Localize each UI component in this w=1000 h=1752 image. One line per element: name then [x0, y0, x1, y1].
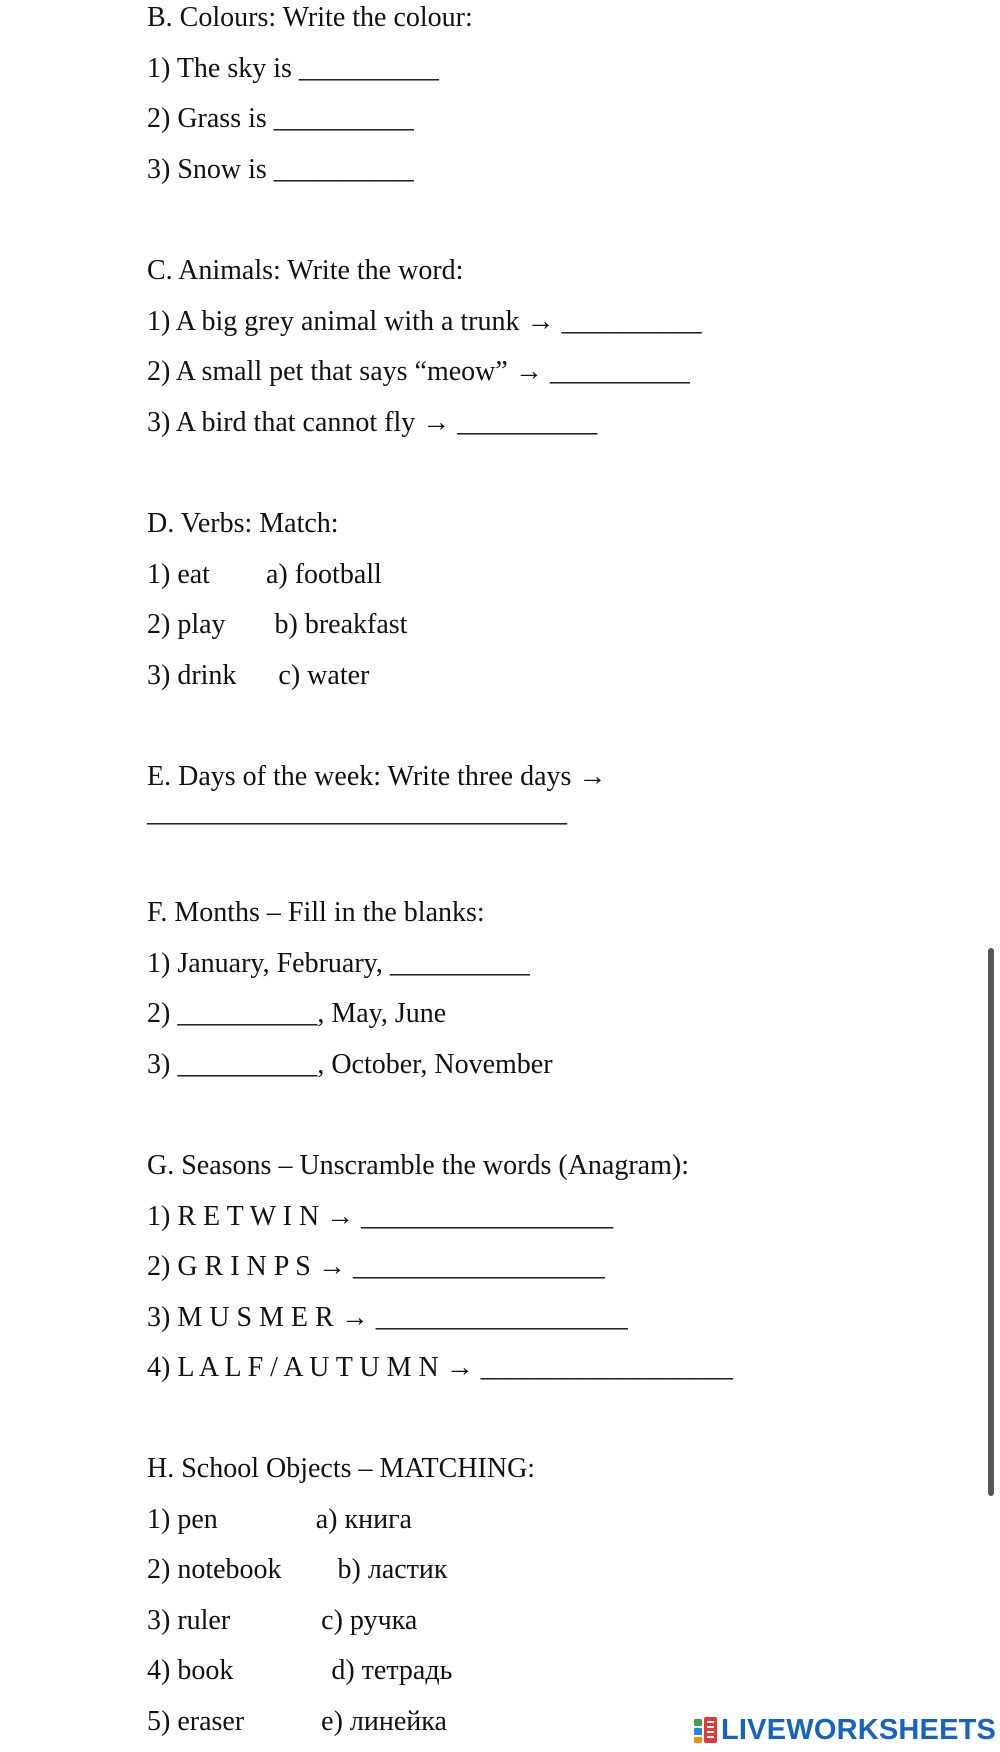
section-c-item-3: 3) A bird that cannot fly → __________ [147, 407, 598, 438]
section-h-item-2: 2) notebook b) ластик [147, 1554, 448, 1585]
section-g-item-2: 2) G R I N P S → __________________ [147, 1251, 605, 1282]
section-h-item-3: 3) ruler c) ручка [147, 1605, 418, 1636]
section-b-item-1: 1) The sky is __________ [147, 53, 439, 84]
section-f-item-3: 3) __________, October, November [147, 1049, 553, 1080]
section-d-item-1: 1) eat a) football [147, 559, 382, 590]
section-e-answer-line: ______________________________ [147, 797, 567, 828]
liveworksheets-watermark [693, 1713, 996, 1747]
section-c-heading: C. Animals: Write the word: [147, 255, 464, 286]
section-h-item-4: 4) book d) тетрадь [147, 1655, 453, 1686]
liveworksheets-logo-icon [693, 1716, 719, 1744]
section-c-item-1: 1) A big grey animal with a trunk → __________ [147, 306, 702, 337]
section-b-item-2: 2) Grass is __________ [147, 103, 414, 134]
watermark-text: LIVEWORKSHEETS [721, 1713, 997, 1746]
section-h-item-1: 1) pen a) книга [147, 1504, 412, 1535]
section-d-item-3: 3) drink c) water [147, 660, 370, 691]
section-c-item-2: 2) A small pet that says “meow” → __________ [147, 356, 690, 387]
section-b-heading: B. Colours: Write the colour: [147, 2, 473, 33]
section-g-heading: G. Seasons – Unscramble the words (Anagram): [147, 1150, 689, 1181]
section-d-heading: D. Verbs: Match: [147, 508, 339, 539]
section-g-item-4: 4) L A L F / A U T U M N → __________________ [147, 1352, 733, 1383]
section-e-heading: E. Days of the week: Write three days → [147, 761, 607, 792]
section-h-item-5: 5) eraser e) линейка [147, 1706, 447, 1737]
section-g-item-1: 1) R E T W I N → __________________ [147, 1201, 614, 1232]
section-f-item-1: 1) January, February, __________ [147, 948, 530, 979]
section-d-item-2: 2) play b) breakfast [147, 609, 408, 640]
section-b-item-3: 3) Snow is __________ [147, 154, 414, 185]
section-h-heading: H. School Objects – MATCHING: [147, 1453, 536, 1484]
section-f-heading: F. Months – Fill in the blanks: [147, 897, 485, 928]
section-g-item-3: 3) M U S M E R → __________________ [147, 1302, 628, 1333]
vertical-scrollbar-thumb[interactable] [988, 948, 994, 1496]
section-f-item-2: 2) __________, May, June [147, 998, 447, 1029]
